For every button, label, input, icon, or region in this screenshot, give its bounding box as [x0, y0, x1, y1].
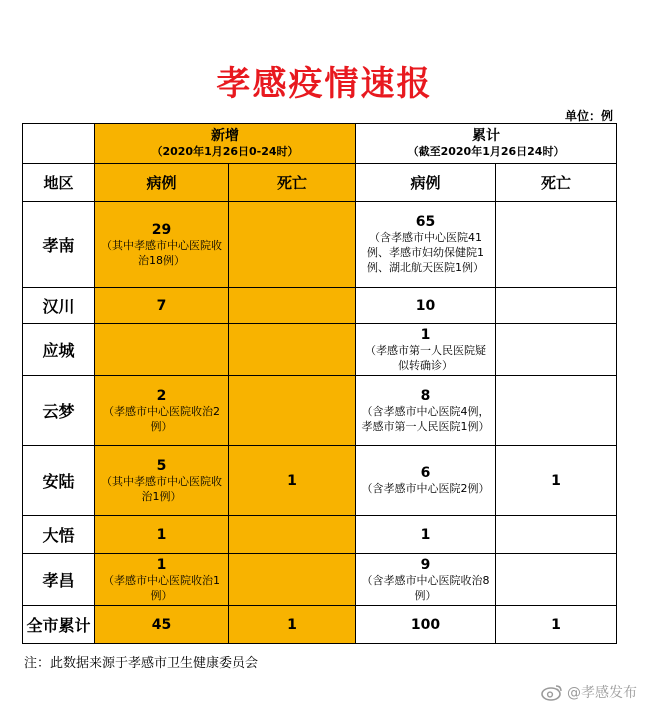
new-header-cell [95, 124, 356, 164]
source-footnote: 注：此数据来源于孝感市卫生健康委员会 [24, 656, 259, 671]
table-row [23, 202, 617, 288]
new-cases-value: 2 [156, 387, 167, 404]
total-deaths-cell [496, 288, 617, 324]
new-header-date: （2020年1月26日0-24时） [151, 145, 299, 158]
new-cases-note: （其中孝感市中心医院收治1例） [101, 474, 222, 503]
total-cases-cell [356, 202, 496, 288]
column-header-row [23, 164, 617, 202]
group-header-row [23, 124, 617, 164]
region-cell: 云梦 [23, 376, 95, 446]
new-cases-column-header: 病例 [95, 164, 229, 202]
unit-label: 单位：例 [564, 109, 613, 123]
total-cases-value: 1 [356, 516, 496, 554]
total-cases-cell [356, 446, 496, 516]
new-deaths-cell [229, 324, 356, 376]
total-cases-note: （孝感市第一人民医院疑似转确诊） [365, 343, 487, 372]
new-cases-note: （孝感市中心医院收治1例） [103, 573, 220, 602]
region-cell: 应城 [23, 324, 95, 376]
total-deaths-cell [496, 376, 617, 446]
new-deaths-column-header: 死亡 [229, 164, 356, 202]
new-cases-value: 7 [95, 288, 229, 324]
region-cell: 孝南 [23, 202, 95, 288]
total-cases-note: （含孝感市中心医院2例） [361, 482, 490, 495]
total-cumulative-cases: 100 [356, 606, 496, 644]
new-cases-value: 29 [151, 221, 172, 238]
total-cases-note: （含孝感市中心医院41例、孝感市妇幼保健院1例、湖北航天医院1例） [367, 231, 485, 274]
total-cases-cell [356, 324, 496, 376]
total-cases-note: （含孝感市中心医院收治8例） [361, 573, 490, 602]
total-deaths-cell [496, 516, 617, 554]
weibo-watermark [541, 682, 637, 702]
new-deaths-cell [229, 554, 356, 606]
table-row [23, 288, 617, 324]
new-header-label: 新增 [211, 128, 239, 144]
total-deaths-cell [496, 202, 617, 288]
epidemic-table [22, 123, 617, 644]
new-deaths-cell [229, 516, 356, 554]
new-deaths-cell [229, 288, 356, 324]
table-row [23, 516, 617, 554]
total-cases-value: 6 [420, 465, 431, 481]
total-cases-value: 10 [356, 288, 496, 324]
total-deaths-cell: 1 [496, 446, 617, 516]
region-cell: 孝昌 [23, 554, 95, 606]
new-cases-value: 1 [95, 516, 229, 554]
new-cases-cell [95, 554, 229, 606]
table-row [23, 554, 617, 606]
total-header-cell [356, 124, 617, 164]
total-deaths-column-header: 死亡 [496, 164, 617, 202]
total-cases-value: 8 [420, 387, 431, 404]
total-new-cases: 45 [95, 606, 229, 644]
region-cell: 汉川 [23, 288, 95, 324]
total-deaths-cell [496, 324, 617, 376]
total-header-date: （截至2020年1月26日24时） [407, 145, 565, 158]
total-cases-note: （含孝感市中心医院4例，孝感市第一人民医院1例） [361, 404, 490, 433]
total-header-label: 累计 [472, 128, 501, 144]
total-cumulative-deaths: 1 [496, 606, 617, 644]
region-cell: 大悟 [23, 516, 95, 554]
new-cases-value [95, 324, 229, 376]
weibo-logo-icon [541, 683, 563, 701]
total-cases-value: 65 [415, 214, 436, 230]
table-row [23, 376, 617, 446]
watermark-text: @孝感发布 [567, 685, 637, 701]
header-blank [23, 124, 95, 164]
total-cases-value: 9 [420, 556, 431, 573]
new-cases-note: （孝感市中心医院收治2例） [103, 404, 220, 433]
new-cases-cell [95, 202, 229, 288]
report-title: 孝感疫情速报 [216, 64, 433, 104]
region-cell: 安陆 [23, 446, 95, 516]
total-row [23, 606, 617, 644]
new-cases-value: 1 [156, 556, 167, 573]
table-row [23, 446, 617, 516]
new-deaths-cell [229, 376, 356, 446]
total-cases-cell [356, 376, 496, 446]
total-region-cell: 全市累计 [23, 606, 95, 644]
region-column-header: 地区 [23, 164, 95, 202]
new-cases-cell [95, 376, 229, 446]
total-new-deaths: 1 [229, 606, 356, 644]
new-deaths-cell [229, 202, 356, 288]
total-deaths-cell [496, 554, 617, 606]
new-cases-value: 5 [156, 457, 167, 474]
total-cases-value: 1 [420, 326, 431, 343]
new-cases-cell [95, 446, 229, 516]
table-row [23, 324, 617, 376]
total-cases-column-header: 病例 [356, 164, 496, 202]
total-cases-cell [356, 554, 496, 606]
new-deaths-cell: 1 [229, 446, 356, 516]
new-cases-note: （其中孝感市中心医院收治18例） [101, 238, 222, 267]
